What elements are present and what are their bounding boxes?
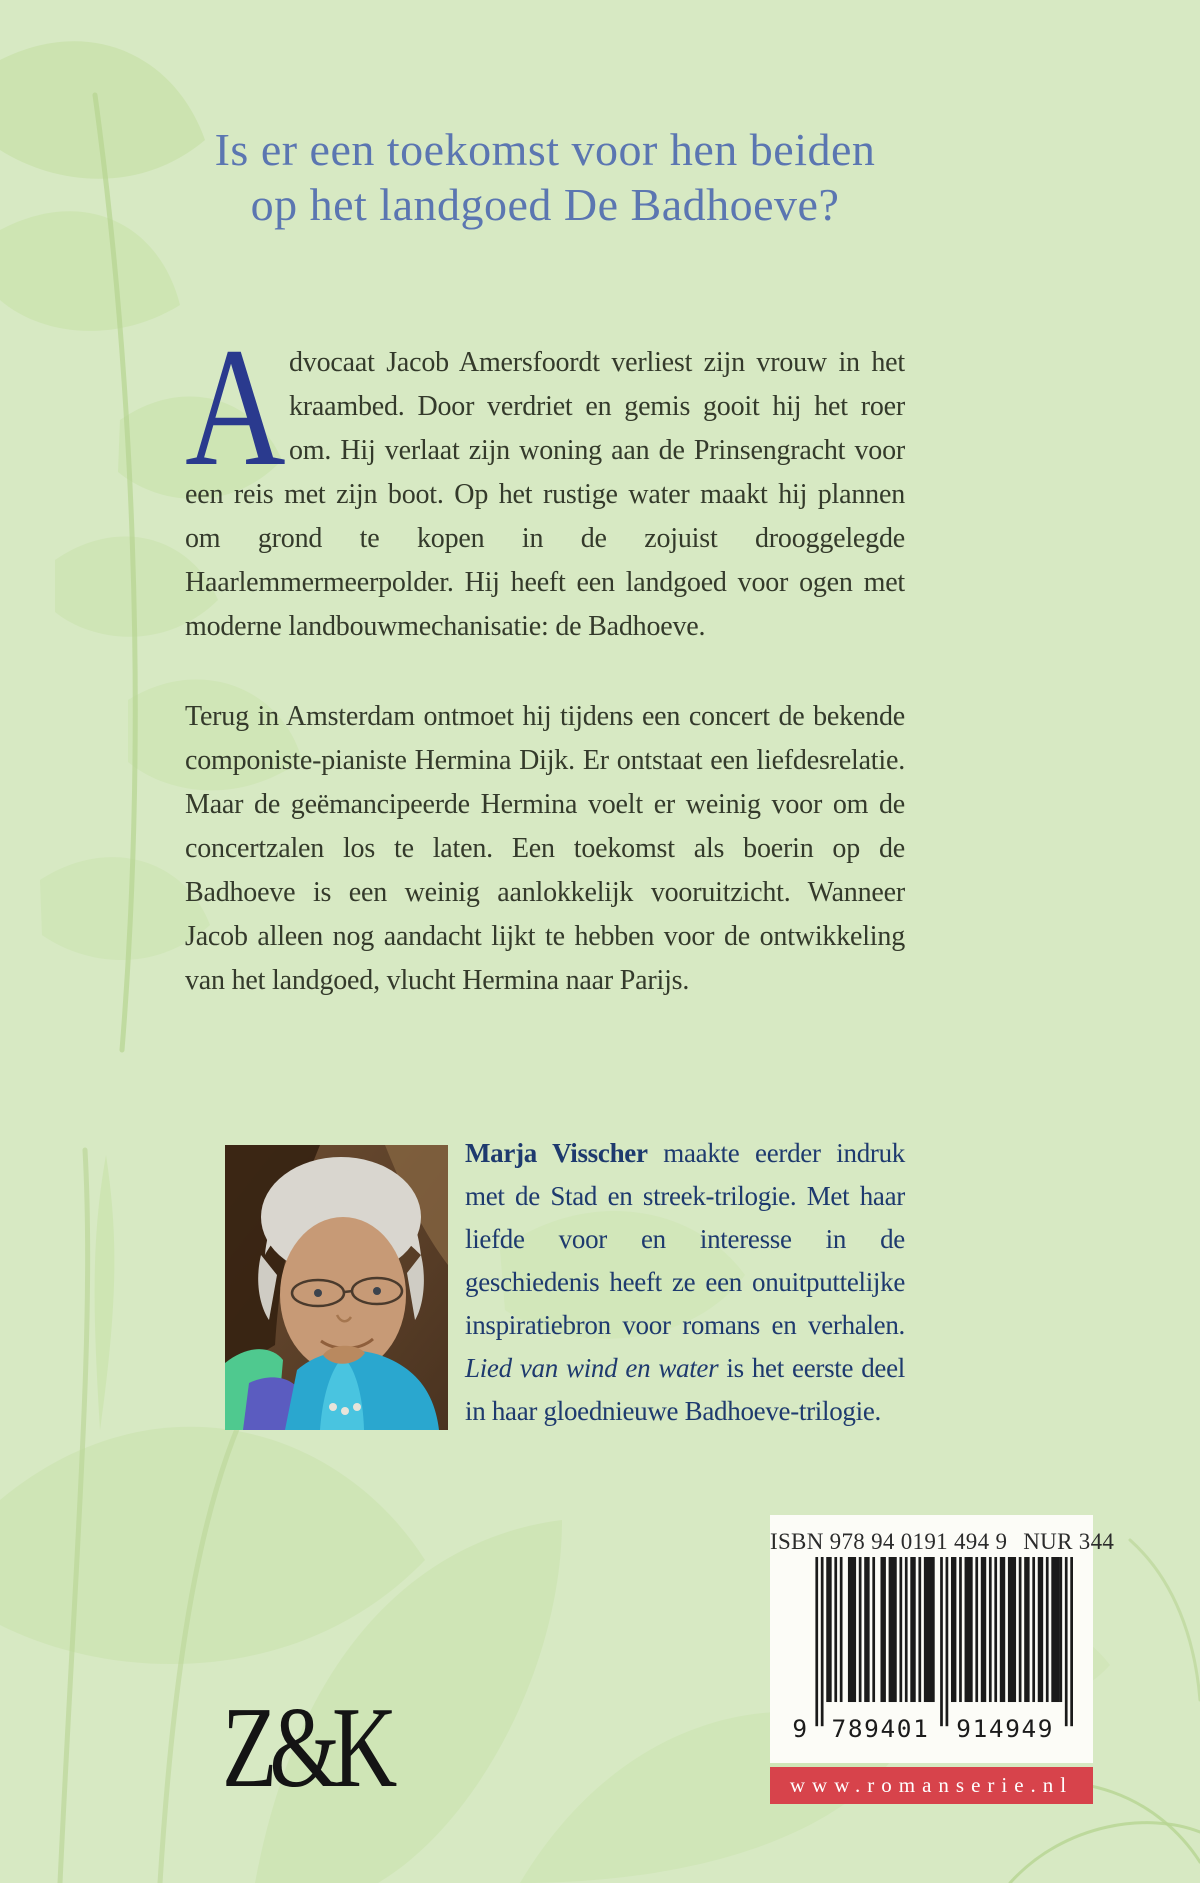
author-name: Marja Visscher: [465, 1138, 648, 1168]
tagline: [185, 122, 905, 232]
author-bio-text-2: is het eerste deel in haar gloednieuwe Badhoeve-trilogie.: [465, 1353, 905, 1426]
author-section: [185, 1140, 905, 1440]
website-bar: [770, 1767, 1093, 1804]
synopsis-paragraph-2: Terug in Amsterdam ontmoet hij tijdens een concert de bekende componiste-pianiste Hermina Dijk. Er ontstaat een liefdesrelatie. Maar de geëmancipeerde Hermina voelt er weinig voor om de concertzalen los te laten. Een toekomst als boerin op de Badhoeve is een weinig aanlokkelijk vooruitzicht. Wanneer Jacob alleen nog aandacht lijkt te hebben voor de ontwikkeling van het landgoed, vlucht Hermina naar Parijs.: [185, 701, 905, 996]
author-photo: [225, 1145, 448, 1430]
website-url: www.romanserie.nl: [789, 1773, 1074, 1797]
synopsis-paragraph-1-text: dvocaat Jacob Amersfoordt verliest zijn vrouw in het kraambed. Door verdriet en gemis gooit hij het roer om. Hij verlaat zijn woning aan de Prinsengracht voor een reis met zijn boot. Op het rustige water maakt hij plannen om grond te kopen in de zojuist drooggelegde Haarlemmermeerpolder. Hij heeft een landgoed voor ogen met moderne landbouwmechanisatie: de Badhoeve.: [185, 347, 905, 642]
synopsis: [185, 313, 905, 1049]
isbn-block: [770, 1515, 1115, 1763]
author-bio-text-1: maakte eerder indruk met de Stad en streek-trilogie. Met haar liefde voor en interesse in de geschiedenis heeft ze een onuitputtelijke inspiratiebron voor romans en verhalen.: [465, 1138, 905, 1340]
tagline-line-2: op het landgoed De Badhoeve?: [250, 179, 840, 230]
barcode-digits-group-1: 789401: [831, 1714, 929, 1743]
nur-code: NUR 344: [1023, 1529, 1115, 1554]
barcode-digits-group-2: 914949: [955, 1714, 1054, 1743]
publisher-logo-zk: Z&K: [222, 1684, 390, 1812]
isbn-number: ISBN 978 94 0191 494 9: [770, 1529, 1008, 1554]
author-bio: [465, 1132, 905, 1433]
book-title: Lied van wind en water: [465, 1353, 719, 1383]
barcode: [791, 1557, 1073, 1745]
drop-cap-letter: A: [185, 313, 286, 501]
barcode-digit-left: 9: [791, 1714, 809, 1743]
tagline-line-1: Is er een toekomst voor hen beiden: [214, 124, 876, 175]
synopsis-paragraph-1: [185, 313, 905, 649]
isbn-line: [770, 1529, 1115, 1555]
